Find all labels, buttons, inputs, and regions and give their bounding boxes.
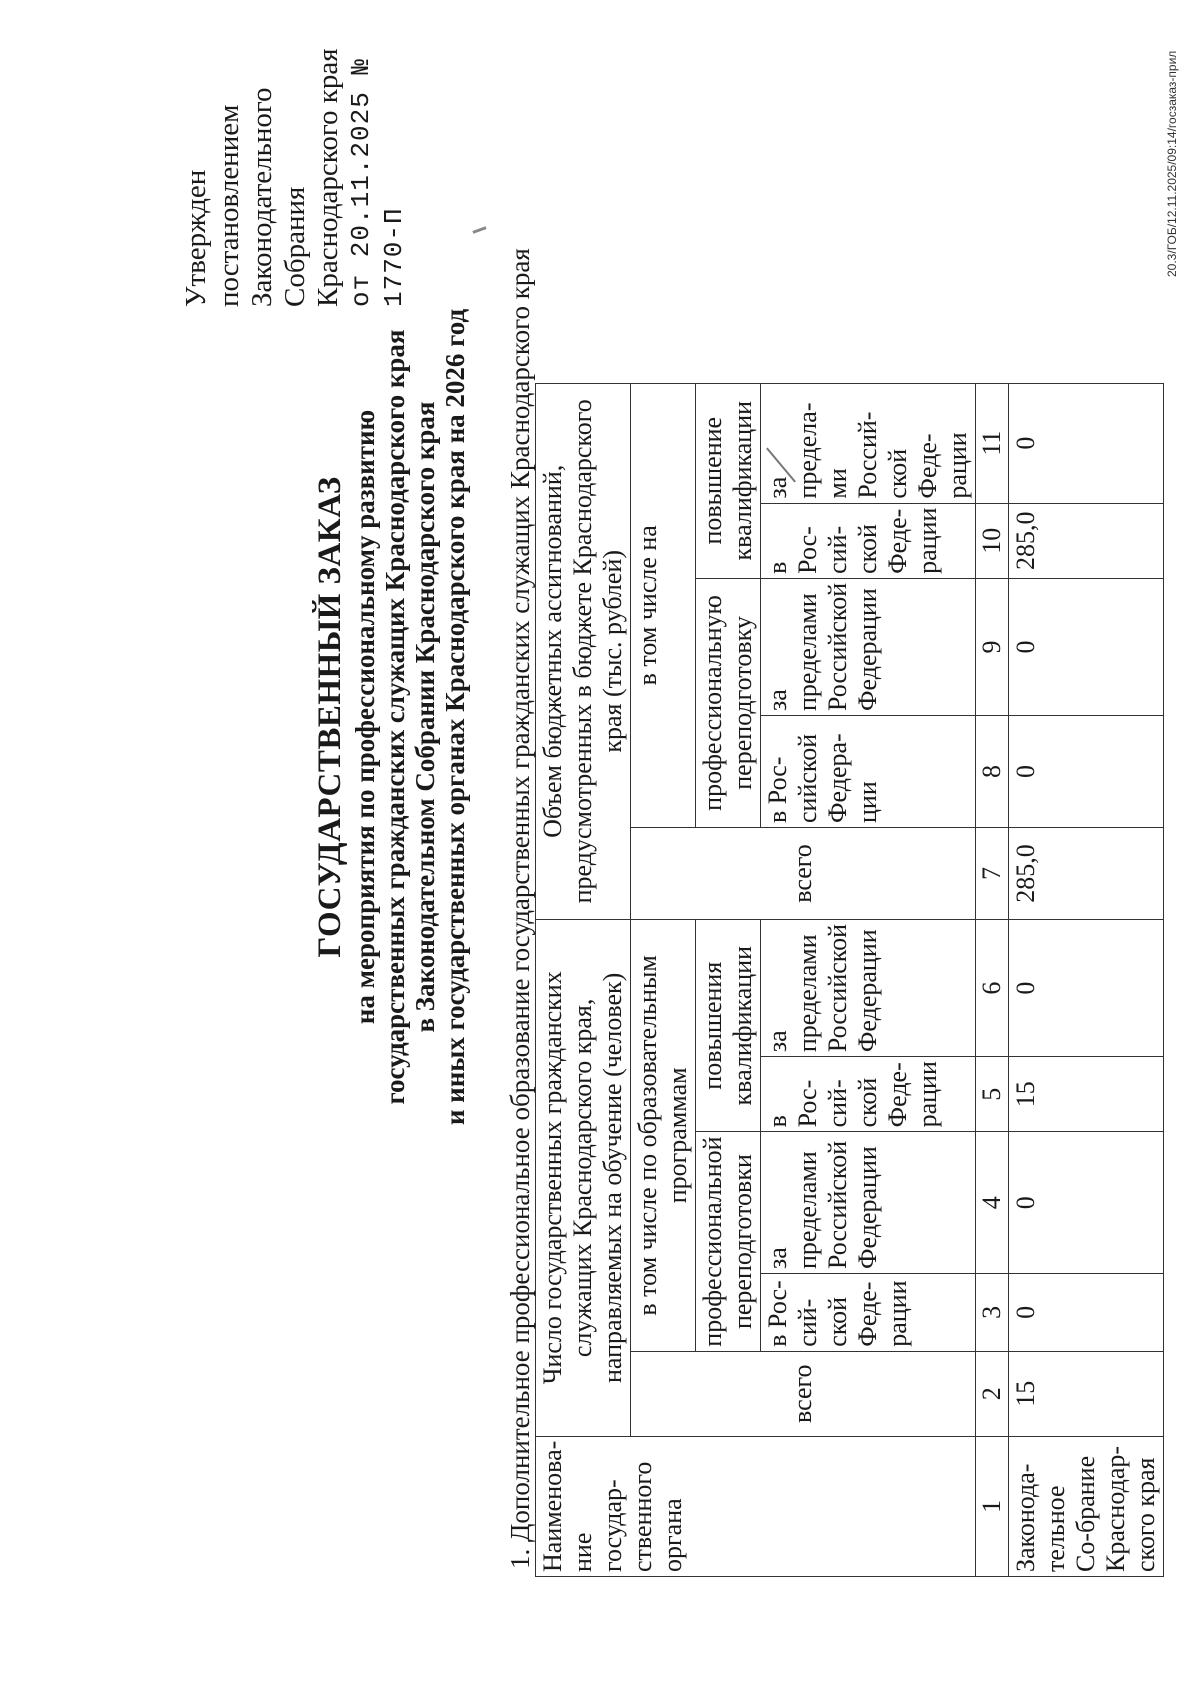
header-retraining: профессиональную переподготовку <box>696 578 761 827</box>
column-number: 5 <box>976 1057 1009 1132</box>
header-including-on: в том числе на <box>631 383 696 827</box>
header-outside-rf: за пределами Российской Федерации <box>761 578 976 715</box>
header-outside-rf: за предела-ми Россий-ской Феде-рации <box>761 383 976 503</box>
table-row <box>1009 383 1164 1576</box>
column-number: 1 <box>976 1436 1009 1576</box>
table-cell: 0 <box>1009 920 1164 1057</box>
table-cell: 0 <box>1009 383 1164 503</box>
column-number: 9 <box>976 578 1009 715</box>
header-including-programs: в том числе по образовательным программам <box>631 920 696 1352</box>
pen-mark <box>472 226 486 234</box>
approval-date-number: от 20.11.2025 № 1770-П <box>346 57 409 307</box>
title-line: государственных гражданских служащих Краснодарского края <box>380 329 410 1105</box>
table-cell: 0 <box>1009 578 1164 715</box>
title-main: ГОСУДАРСТВЕННЫЙ ЗАКАЗ <box>312 476 348 958</box>
header-total: всего <box>631 1351 976 1436</box>
table-cell: 15 <box>1009 1351 1164 1436</box>
document-footer-code: 20.3/ГОБ/12.11.2025/09:14/госзаказ-прил <box>1165 50 1179 277</box>
header-outside-rf: за пределами Российской Федерации <box>761 1132 976 1274</box>
table-cell: 0 <box>1009 1132 1164 1274</box>
table-cell: 15 <box>1009 1057 1164 1132</box>
header-total: всего <box>631 828 976 920</box>
header-in-rf: в Рос-сийской Федера-ции <box>761 716 976 828</box>
approval-line: Утвержден <box>180 169 212 307</box>
column-number: 2 <box>976 1351 1009 1436</box>
table-cell: 0 <box>1009 1274 1164 1352</box>
header-in-rf: в Рос-сий-ской Феде-рации <box>761 1057 976 1132</box>
approval-line: Собрания Краснодарского края <box>279 48 344 307</box>
title-line: и иных государственных органах Краснодарского края на 2026 год <box>440 308 470 1126</box>
header-employee-count: Число государственных гражданских служащих Краснодарского края, направляемых на обучение (человек) <box>536 920 631 1437</box>
header-in-rf: в Рос-сий-ской Феде-рации <box>761 503 976 578</box>
column-number: 8 <box>976 716 1009 828</box>
column-number: 4 <box>976 1132 1009 1274</box>
column-number: 11 <box>976 383 1009 503</box>
column-number-row <box>976 383 1009 1576</box>
header-outside-rf: за пределами Российской Федерации <box>761 920 976 1057</box>
header-in-rf: в Рос-сий-ской Феде-рации <box>761 1274 976 1352</box>
header-budget-allocation: Объем бюджетных ассигнований, предусмотренных в бюджете Краснодарского края (тыс. рублей) <box>536 383 631 919</box>
table-cell: 0 <box>1009 716 1164 828</box>
column-number: 7 <box>976 828 1009 920</box>
title-line: на мероприятия по профессиональному развитию <box>350 409 380 1025</box>
table-cell: 285,0 <box>1009 503 1164 578</box>
header-qualification: повышение квалификации <box>696 383 761 578</box>
section-heading: 1. Дополнительное профессиональное образование государственных гражданских служащих Краснодарского края <box>505 248 535 1569</box>
column-number: 10 <box>976 503 1009 578</box>
header-qualification: повышения квалификации <box>696 920 761 1132</box>
document-title <box>310 97 470 1337</box>
table-cell: 285,0 <box>1009 828 1164 920</box>
org-name-cell: Законода-тельное Со-брание Краснодар-ского края <box>1009 1436 1164 1576</box>
approval-line: постановлением Законодательного <box>213 87 278 307</box>
column-number: 3 <box>976 1274 1009 1352</box>
column-number: 6 <box>976 920 1009 1057</box>
title-line: в Законодательном Собрании Краснодарского края <box>410 401 440 1033</box>
header-retraining: профессиональной переподготовки <box>696 1132 761 1351</box>
header-org-name: Наименова-ние государ-ственного органа <box>536 1436 976 1576</box>
state-order-table <box>535 383 1164 1577</box>
